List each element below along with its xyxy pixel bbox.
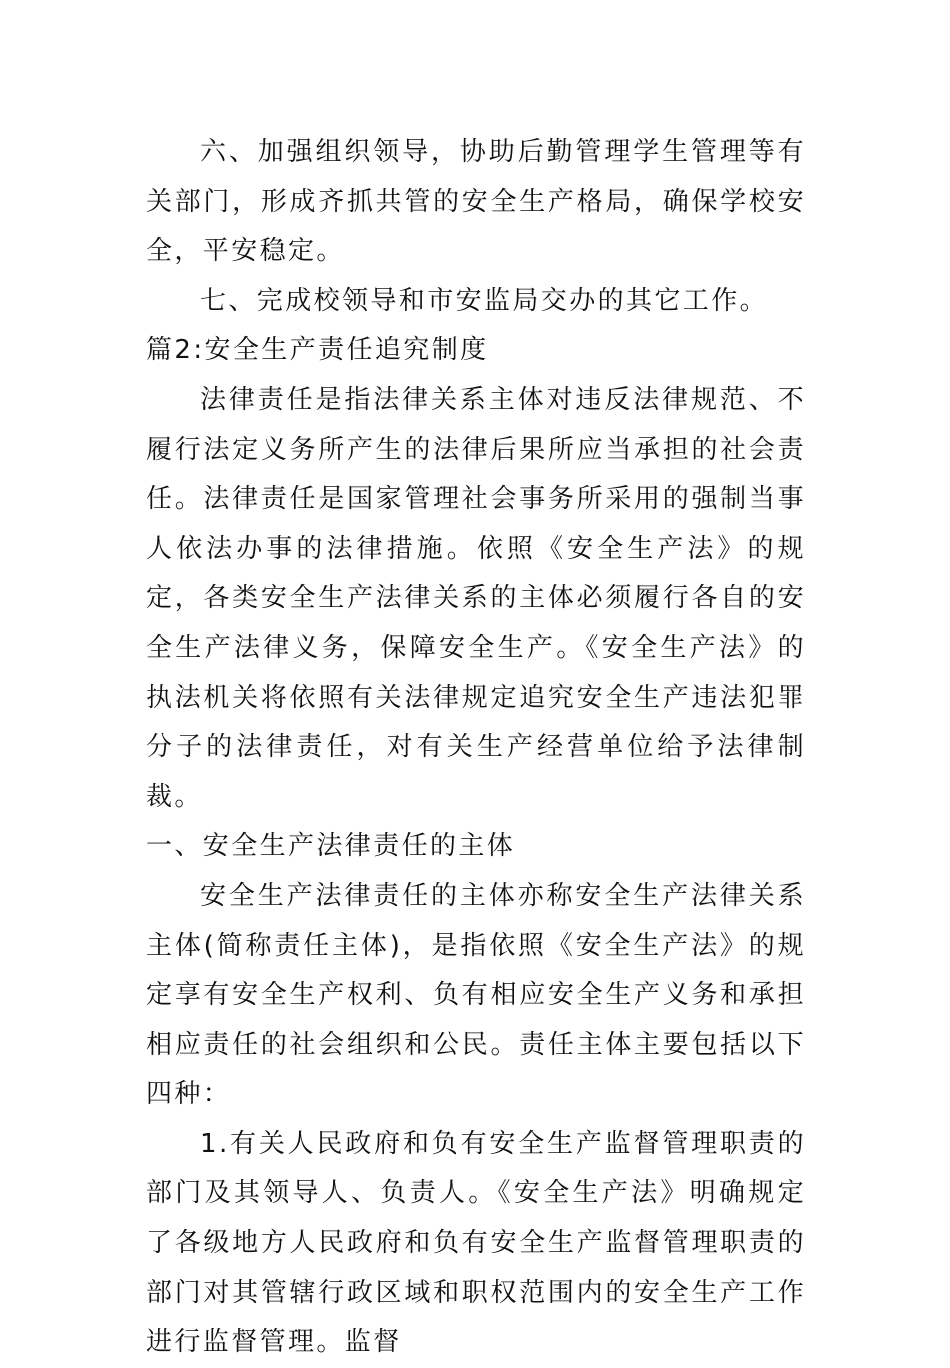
paragraph-section-six: 六、加强组织领导，协助后勤管理学生管理等有关部门，形成齐抓共管的安全生产格局，确保学校安全，平安稳定。 xyxy=(146,137,806,267)
section-heading-subjects: 一、安全生产法律责任的主体 xyxy=(146,831,516,862)
paragraph-subject-item-1: 1.有关人民政府和负有安全生产监督管理职责的部门及其领导人、负责人。《安全生产法》明确规定了各级地方人民政府和负有安全生产监督管理职责的部门对其管辖行政区域和职权范围内的安全生产工作进行监督管理。监督 xyxy=(146,1128,806,1358)
article-heading: 篇2:安全生产责任追究制度 xyxy=(146,335,489,366)
paragraph-subjects-definition: 安全生产法律责任的主体亦称安全生产法律关系主体(简称责任主体)，是指依照《安全生产法》的规定享有安全生产权利、负有相应安全生产义务和承担相应责任的社会组织和公民。责任主体主要包括以下四种： xyxy=(146,880,806,1110)
document-page xyxy=(146,128,806,1368)
paragraph-legal-responsibility: 法律责任是指法律关系主体对违反法律规范、不履行法定义务所产生的法律后果所应当承担的社会责任。法律责任是国家管理社会事务所采用的强制当事人依法办事的法律措施。依照《安全生产法》的规定，各类安全生产法律关系的主体必须履行各自的安全生产法律义务，保障安全生产。《安全生产法》的执法机关将依照有关法律规定追究安全生产违法犯罪分子的法律责任，对有关生产经营单位给予法律制裁。 xyxy=(146,384,806,812)
paragraph-section-seven: 七、完成校领导和市安监局交办的其它工作。 xyxy=(200,285,769,316)
